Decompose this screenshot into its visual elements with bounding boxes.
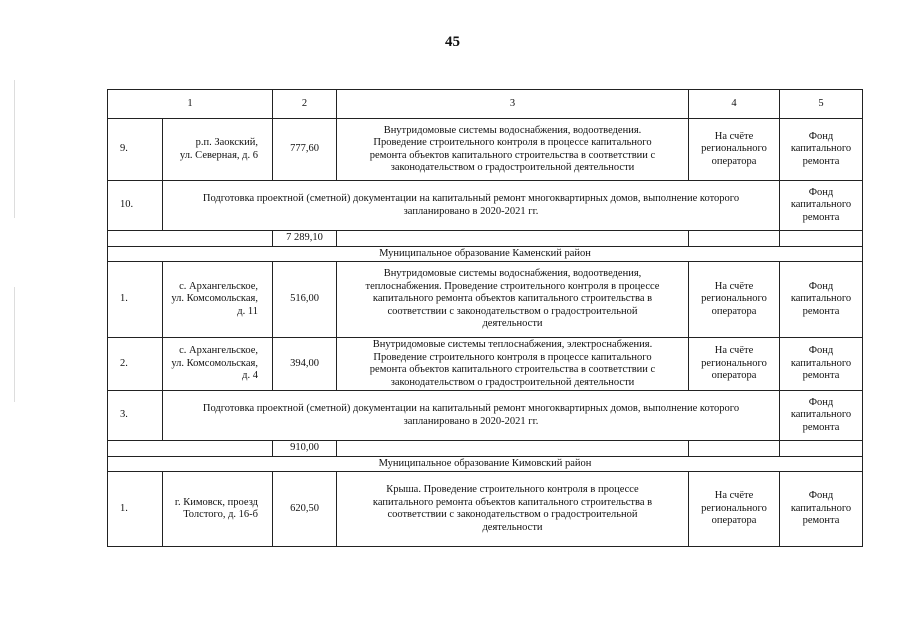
municipality-heading-row: [108, 246, 863, 262]
header-row: [108, 90, 863, 119]
header-col-4: 4: [689, 90, 780, 119]
row-address: р.п. Заокский, ул. Северная, д. 6: [163, 119, 273, 181]
table-body: [108, 90, 863, 547]
row-work-description: Внутридомовые системы водоснабжения, водоотведения, теплоснабжения. Проведение строительного контроля в процессе капитального ремонта объектов капитального строительства в соответствии с законодательством о градостроительной деятельности: [337, 262, 689, 338]
row-work-description: Крыша. Проведение строительного контроля в процессе капитального ремонта объектов капитального строительства в соответствии с законодательством о градостроительной деятельности: [337, 472, 689, 547]
municipality-heading-row: [108, 456, 863, 472]
table-row-design-docs: [108, 181, 863, 231]
subtotal-row: [108, 441, 863, 457]
row-number: 10.: [108, 181, 163, 231]
table-row: [108, 262, 863, 338]
row-address: с. Архангельское, ул. Комсомольская, д. 11: [163, 262, 273, 338]
subtotal-empty: [337, 441, 689, 457]
page-number: 45: [445, 34, 460, 50]
subtotal-empty: [689, 441, 780, 457]
row-number: 1.: [108, 472, 163, 547]
subtotal-empty: [689, 231, 780, 247]
row-account: На счёте регионального оператора: [689, 262, 780, 338]
table-row: [108, 472, 863, 547]
row-account: На счёте регионального оператора: [689, 338, 780, 391]
subtotal-cost: 7 289,10: [273, 231, 337, 247]
row-number: 1.: [108, 262, 163, 338]
row-funding-source: Фонд капитального ремонта: [780, 472, 863, 547]
row-funding-source: Фонд капитального ремонта: [780, 119, 863, 181]
subtotal-empty: [780, 441, 863, 457]
subtotal-empty: [108, 231, 273, 247]
row-account: На счёте регионального оператора: [689, 472, 780, 547]
header-col-2: 2: [273, 90, 337, 119]
row-number: 3.: [108, 391, 163, 441]
row-cost: 620,50: [273, 472, 337, 547]
table-row: [108, 338, 863, 391]
subtotal-cost: 910,00: [273, 441, 337, 457]
header-col-3: 3: [337, 90, 689, 119]
row-work-description: Внутридомовые системы теплоснабжения, электроснабжения. Проведение строительного контроля в процессе капитального ремонта объектов капитального строительства в соответствии с законодательством о градостроительной деятельности: [337, 338, 689, 391]
municipality-name: Муниципальное образование Каменский район: [108, 246, 863, 262]
subtotal-row: [108, 231, 863, 247]
subtotal-empty: [780, 231, 863, 247]
row-address: с. Архангельское, ул. Комсомольская, д. 4: [163, 338, 273, 391]
header-col-5: 5: [780, 90, 863, 119]
row-funding-source: Фонд капитального ремонта: [780, 338, 863, 391]
subtotal-empty: [108, 441, 273, 457]
row-merged-description: Подготовка проектной (сметной) документации на капитальный ремонт многоквартирных домов, выполнение которого запланировано в 2020-2021 гг.: [163, 391, 780, 441]
table-row: [108, 119, 863, 181]
repair-plan-table: [107, 89, 863, 547]
row-cost: 777,60: [273, 119, 337, 181]
row-number: 9.: [108, 119, 163, 181]
scan-edge-mark: [14, 80, 15, 540]
row-address: г. Кимовск, проезд Толстого, д. 16-б: [163, 472, 273, 547]
table-row-design-docs: [108, 391, 863, 441]
row-funding-source: Фонд капитального ремонта: [780, 262, 863, 338]
subtotal-empty: [337, 231, 689, 247]
municipality-name: Муниципальное образование Кимовский район: [108, 456, 863, 472]
header-col-1: 1: [108, 90, 273, 119]
row-cost: 516,00: [273, 262, 337, 338]
row-number: 2.: [108, 338, 163, 391]
row-account: На счёте регионального оператора: [689, 119, 780, 181]
row-cost: 394,00: [273, 338, 337, 391]
row-funding-source: Фонд капитального ремонта: [780, 181, 863, 231]
row-merged-description: Подготовка проектной (сметной) документации на капитальный ремонт многоквартирных домов, выполнение которого запланировано в 2020-2021 гг.: [163, 181, 780, 231]
row-work-description: Внутридомовые системы водоснабжения, водоотведения. Проведение строительного контроля в процессе капитального ремонта объектов капитального строительства в соответствии с законодательством о градостроительной деятельности: [337, 119, 689, 181]
row-funding-source: Фонд капитального ремонта: [780, 391, 863, 441]
